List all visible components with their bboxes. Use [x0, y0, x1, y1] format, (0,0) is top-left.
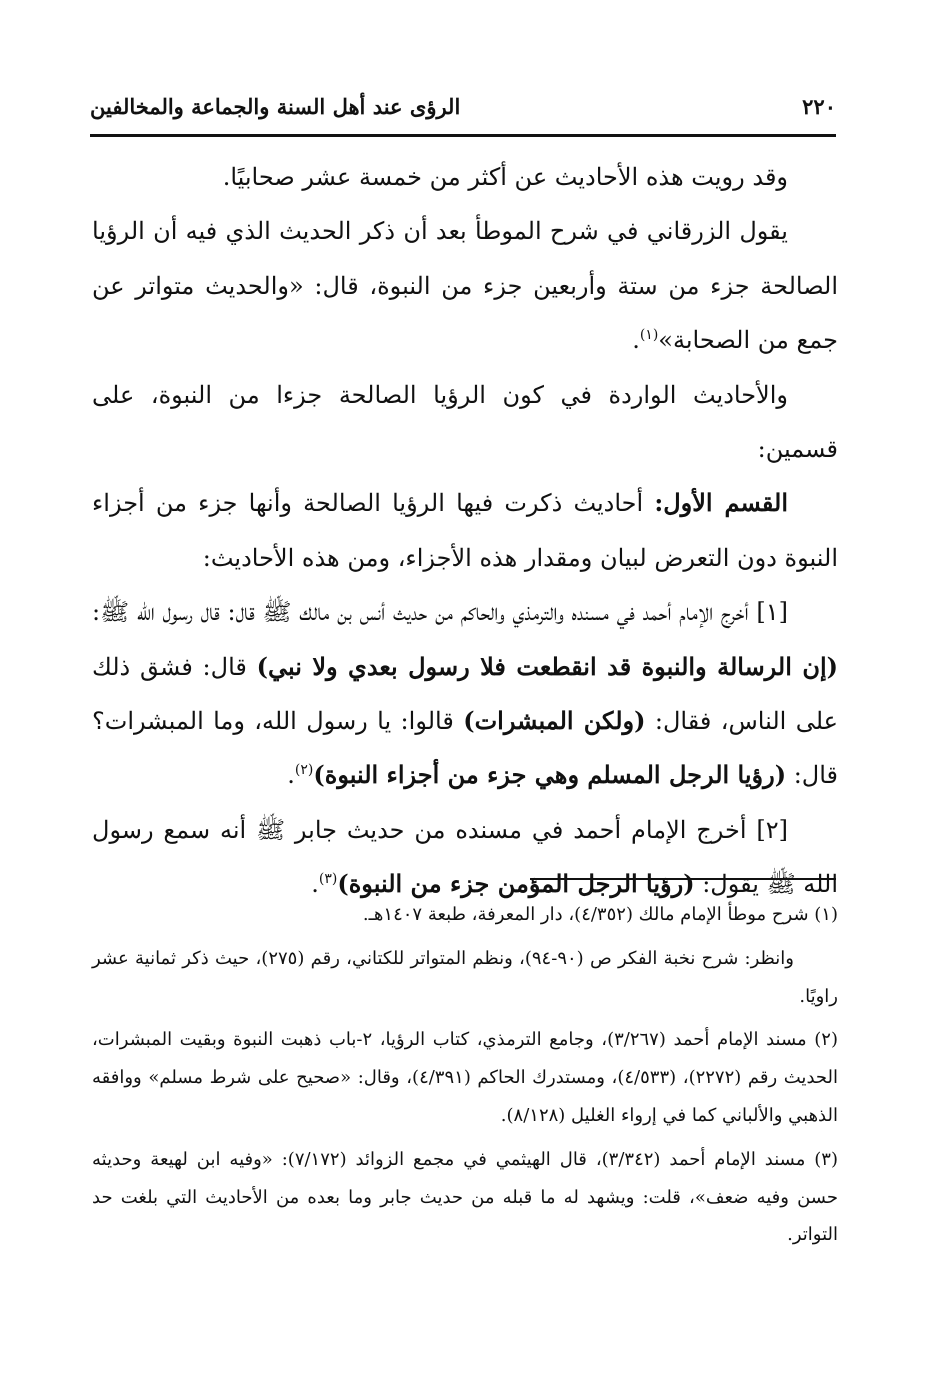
- hadith-1-quote-1: (إن الرسالة والنبوة قد انقطعت فلا رسول بعدي ولا نبي): [256, 651, 838, 681]
- paragraph-1: [92, 150, 838, 204]
- hadith-2-end: .: [311, 870, 319, 899]
- paragraph-2-end: .: [632, 326, 640, 355]
- page-number: ٢٢٠: [802, 93, 836, 119]
- footnote-ref-1[interactable]: (١): [639, 327, 659, 344]
- footnote-ref-2[interactable]: (٢): [294, 762, 314, 779]
- hadith-1-intro: [١] أخرج الإمام أحمد في مسنده والترمذي والحاكم من حديث أنس بن مالك ﷺ قال: قال رسول الله ﷺ:: [92, 598, 788, 627]
- paragraph-3: [92, 368, 838, 477]
- paragraph-2: [92, 204, 838, 367]
- header-rule: [90, 134, 836, 137]
- footnote-1-continued: وانظر: شرح نخبة الفكر ص (٩٠-٩٤)، ونظم المتواتر للكتاني، رقم (٢٧٥)، حيث ذكر ثمانية عشر راويًا.: [92, 947, 838, 1007]
- running-title: الرؤى عند أهل السنة والجماعة والمخالفين: [90, 93, 461, 119]
- hadith-2-quote: (رؤيا الرجل المؤمن جزء من النبوة): [337, 869, 695, 899]
- hadith-1: [92, 585, 838, 803]
- hadith-1-end: .: [287, 761, 295, 790]
- main-text: [92, 150, 838, 912]
- paragraph-3-text: والأحاديث الواردة في كون الرؤيا الصالحة جزءا من النبوة، على قسمين:: [92, 380, 838, 464]
- hadith-1-quote-3: (رؤيا الرجل المسلم وهي جزء من أجزاء النبوة): [313, 760, 787, 790]
- paragraph-2-text: يقول الزرقاني في شرح الموطأ بعد أن ذكر الحديث الذي فيه أن الرؤيا الصالحة جزء من ستة وأربعين جزء من النبوة، قال: «والحديث متواتر عن جمع من الصحابة»: [92, 217, 839, 355]
- hadith-2-intro: [٢] أخرج الإمام أحمد في مسنده من حديث جابر ﷺ أنه سمع رسول الله ﷺ يقول:: [92, 815, 838, 899]
- paragraph-1-text: وقد رويت هذه الأحاديث عن أكثر من خمسة عشر صحابيًا.: [222, 163, 788, 191]
- footnote-1: (١) شرح موطأ الإمام مالك (٤/٣٥٢)، دار المعرفة، طبعة ١٤٠٧هـ.: [362, 904, 838, 925]
- footnote-3: (٣) مسند الإمام أحمد (٣/٣٤٢)، قال الهيثمي في مجمع الزوائد (٧/١٧٢): «وفيه ابن لهيعة وحديثه حسن وفيه ضعف»، قلت: ويشهد له ما قبله من حديث جابر وما بعده من الأحاديث التي بلغت حد التواتر.: [92, 1148, 838, 1246]
- hadith-1-middle: قال: فشق ذلك على الناس، فقال:: [92, 652, 838, 736]
- footnote-2: (٢) مسند الإمام أحمد (٣/٢٦٧)، وجامع الترمذي، كتاب الرؤيا، ٢-باب ذهبت النبوة وبقيت المبشرات، الحديث رقم (٢٢٧٢)، (٤/٥٣٣)، ومستدرك الحاكم (٤/٣٩١)، وقال: «صحيح على شرط مسلم» ووافقه الذهبي والألباني كما في إرواء الغليل (٨/١٢٨).: [92, 1029, 838, 1126]
- footnote-ref-3[interactable]: (٣): [318, 871, 338, 888]
- paragraph-4: [92, 476, 838, 585]
- footnote-separator: [530, 878, 836, 880]
- hadith-1-question: قالوا: يا رسول الله، وما المبشرات؟ قال:: [92, 707, 838, 790]
- section-heading: القسم الأول:: [654, 488, 788, 518]
- page-header: [90, 88, 836, 124]
- footnotes: [92, 896, 838, 1260]
- paragraph-4-text: أحاديث ذكرت فيها الرؤيا الصالحة وأنها جزء من أجزاء النبوة دون التعرض لبيان ومقدار هذه الأجزاء، ومن هذه الأحاديث:: [92, 489, 838, 572]
- hadith-1-quote-2: (ولكن المبشرات): [463, 706, 646, 736]
